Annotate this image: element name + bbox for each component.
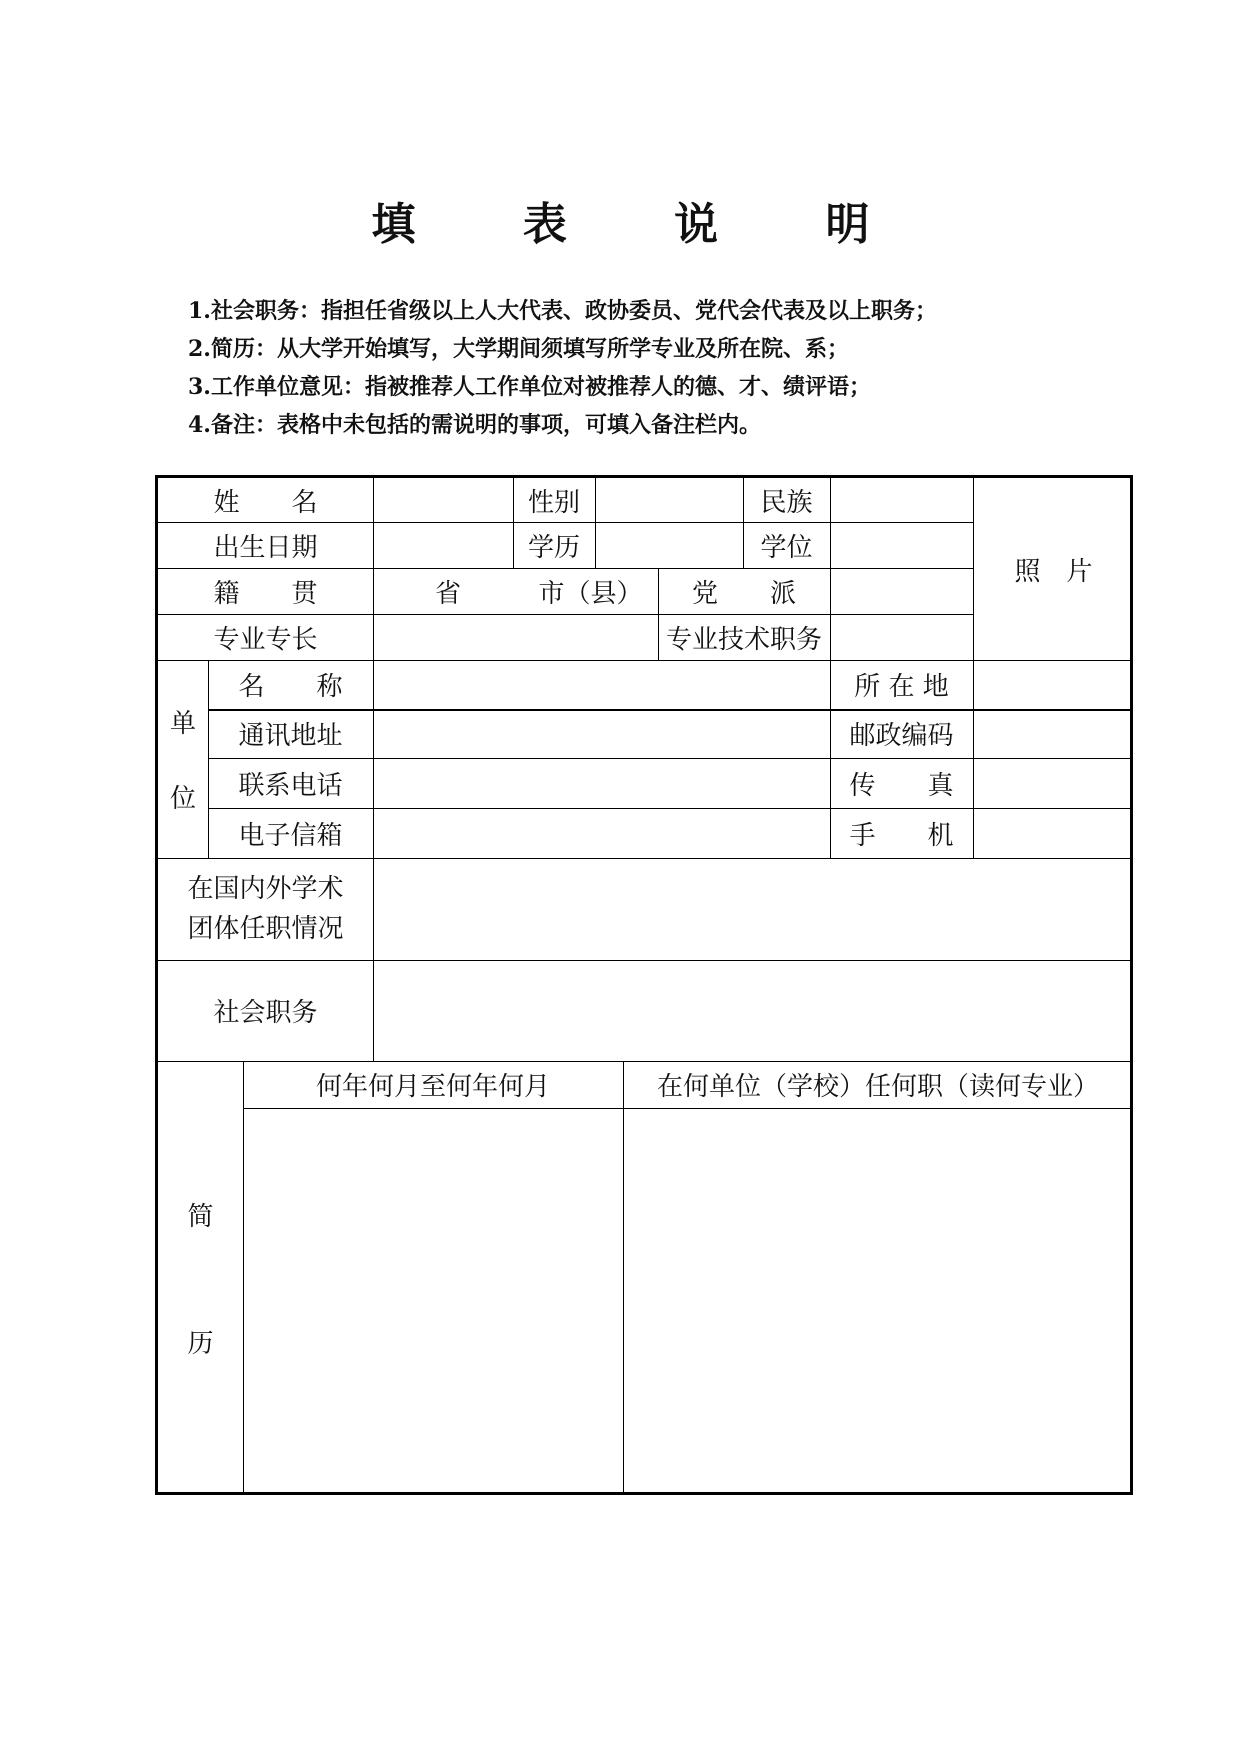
- academic-posts-line: 团体任职情况: [187, 914, 344, 944]
- instruction-line: 3.工作单位意见：指被推荐人工作单位对被推荐人的德、才、绩评语；: [188, 374, 871, 400]
- resume-period-field[interactable]: [244, 1109, 623, 1495]
- instruction-line: 4.备注：表格中未包括的需说明的事项，可填入备注栏内。: [188, 412, 761, 438]
- ethnicity-label: 民族: [760, 487, 813, 518]
- photo-box[interactable]: 照 片: [1014, 556, 1093, 587]
- unit-name-field[interactable]: [374, 660, 830, 709]
- unit-char: 单: [169, 709, 196, 739]
- resume-period-header: 何年何月至何年何月: [315, 1072, 550, 1102]
- resume-char: 历: [187, 1329, 214, 1359]
- tech-title-label: 专业技术职务: [665, 624, 822, 655]
- fax-field[interactable]: [974, 758, 1133, 808]
- party-field[interactable]: [831, 568, 973, 614]
- location-field[interactable]: [974, 660, 1133, 709]
- academic-posts-label: [158, 858, 373, 960]
- social-duty-label: 社会职务: [213, 998, 318, 1028]
- education-field[interactable]: [596, 522, 743, 568]
- name-field[interactable]: [374, 478, 513, 522]
- instruction-line: 2.简历：从大学开始填写，大学期间须填写所学专业及所在院、系；: [188, 336, 849, 362]
- mobile-field[interactable]: [974, 808, 1133, 858]
- address-field[interactable]: [374, 709, 830, 758]
- unit-name-label: 名 称: [238, 672, 343, 702]
- postcode-field[interactable]: [974, 709, 1133, 758]
- birthdate-field[interactable]: [374, 522, 513, 568]
- degree-field[interactable]: [831, 522, 973, 568]
- ethnicity-field[interactable]: [831, 478, 973, 522]
- instruction-line: 1.社会职务：指担任省级以上人大代表、政协委员、党代会代表及以上职务；: [188, 298, 937, 324]
- academic-posts-field[interactable]: [374, 858, 1133, 960]
- resume-section-label: [158, 1061, 243, 1495]
- application-form: [155, 475, 1133, 1495]
- email-label: 电子信箱: [238, 820, 343, 851]
- specialty-field[interactable]: [374, 614, 658, 660]
- page-title: 填 表 说 明: [371, 199, 916, 250]
- phone-field[interactable]: [374, 758, 830, 808]
- academic-posts-line: 在国内外学术: [187, 874, 344, 904]
- unit-section-label: [158, 660, 208, 858]
- name-label: 姓 名: [213, 487, 318, 518]
- address-label: 通讯地址: [238, 721, 343, 751]
- native-place-label: 籍 贯: [213, 578, 318, 609]
- province-label: 省: [434, 578, 461, 609]
- birthdate-label: 出生日期: [213, 532, 318, 563]
- fax-label: 传 真: [849, 770, 954, 801]
- party-label: 党 派: [691, 578, 796, 609]
- social-duty-field[interactable]: [374, 960, 1133, 1061]
- phone-label: 联系电话: [238, 770, 343, 801]
- mobile-label: 手 机: [849, 820, 954, 851]
- specialty-label: 专业专长: [213, 624, 318, 655]
- tech-title-field[interactable]: [831, 614, 973, 660]
- unit-char: 位: [169, 784, 196, 814]
- location-label: 所 在 地: [854, 672, 949, 702]
- resume-char: 简: [187, 1202, 214, 1232]
- city-label: 市（县）: [538, 578, 643, 609]
- gender-field[interactable]: [596, 478, 743, 522]
- postcode-label: 邮政编码: [849, 721, 954, 751]
- instructions: [188, 292, 937, 444]
- education-label: 学历: [527, 532, 580, 563]
- email-field[interactable]: [374, 808, 830, 858]
- degree-label: 学位: [760, 532, 813, 563]
- resume-position-field[interactable]: [624, 1109, 1133, 1495]
- resume-position-header: 在何单位（学校）任何职（读何专业）: [656, 1072, 1099, 1102]
- gender-label: 性别: [527, 487, 580, 518]
